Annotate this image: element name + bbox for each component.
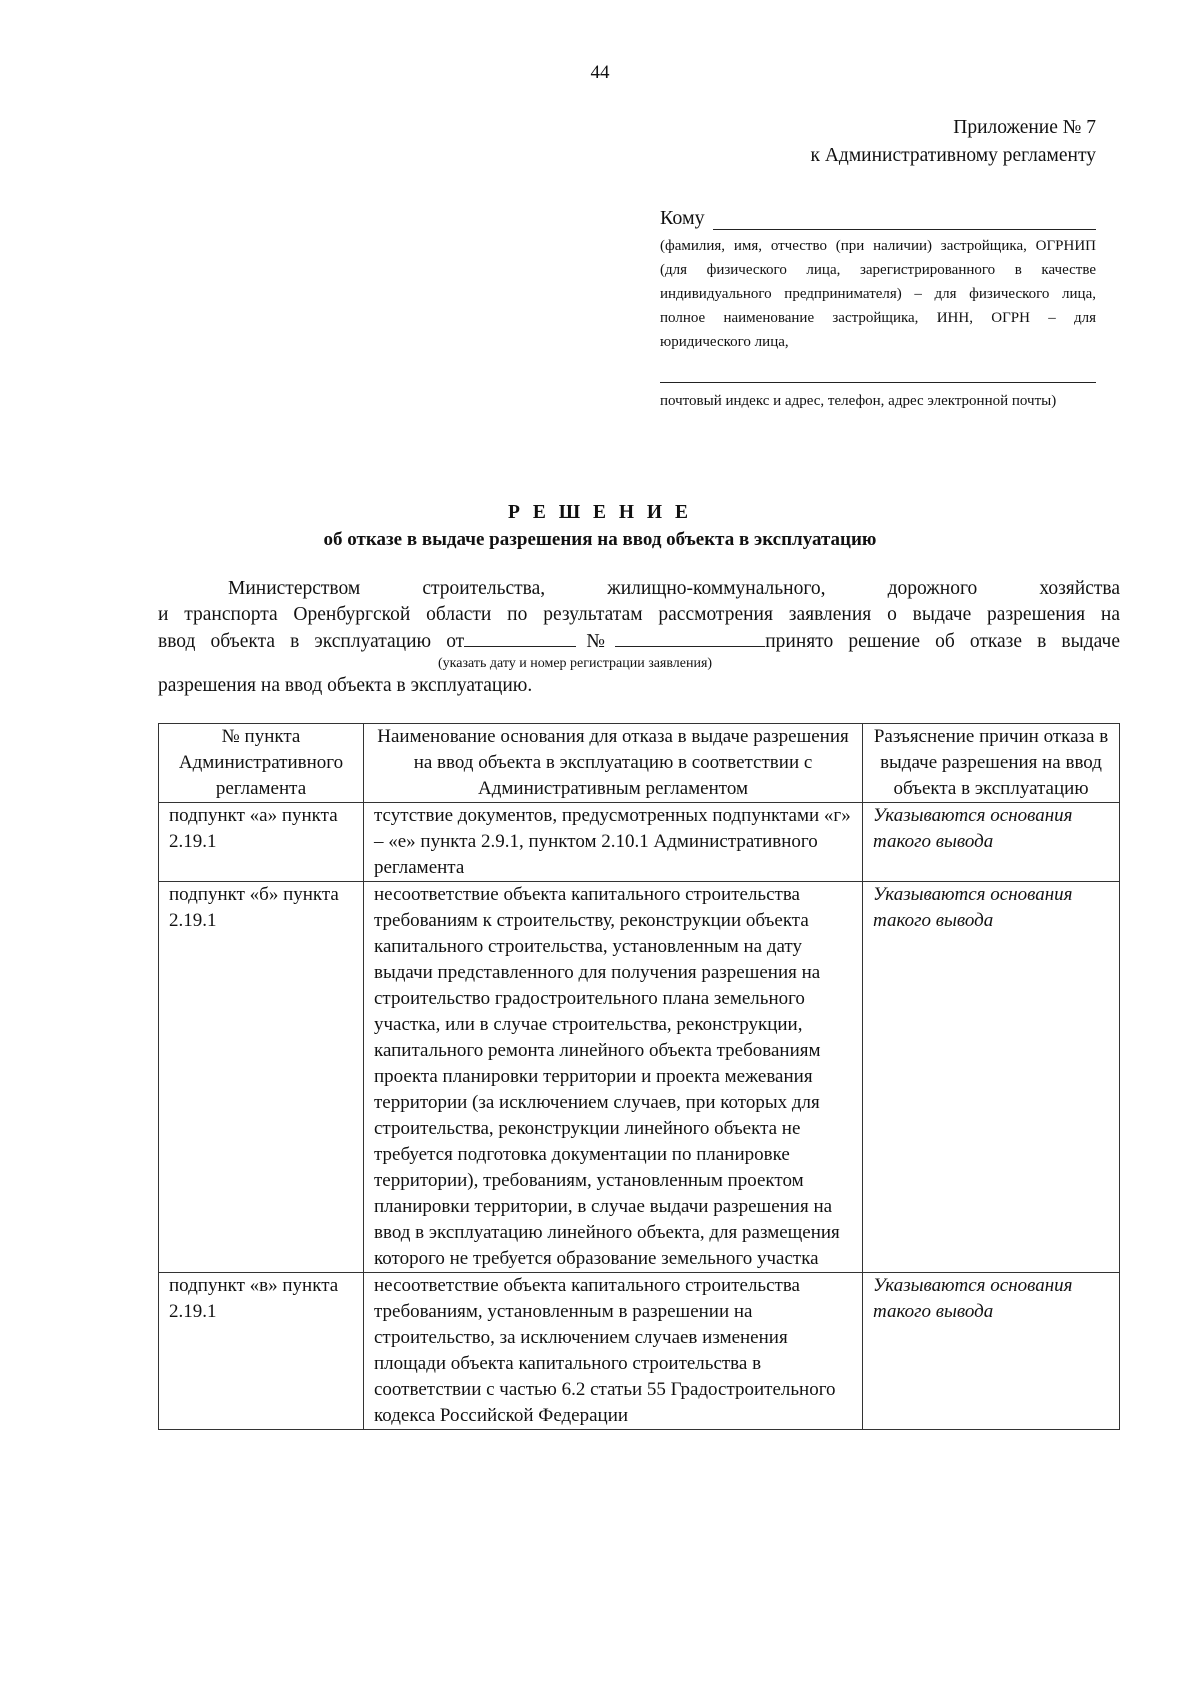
table-row [159, 882, 1120, 1273]
addressee-block [660, 202, 1096, 413]
body-line-3-end: принято решение об отказе в выдаче [765, 631, 1120, 652]
body-line-3-start: ввод объекта в эксплуатацию от [158, 631, 465, 652]
row-ground: тсутствие документов, предусмотренных подпунктами «г» – «е» пункта 2.9.1, пунктом 2.10.1 Административного регламента [364, 803, 863, 882]
appendix-number: Приложение № 7 [953, 117, 1096, 138]
row-reason: Указываются основания такого вывода [863, 882, 1120, 1273]
body-line-1: Министерством строительства, жилищно-коммунального, дорожного хозяйства [228, 578, 1120, 599]
row-ground: несоответствие объекта капитального строительства требованиям к строительству, реконструкции объекта капитального строительства, установленным на дату выдачи представленного для получения разрешения на строительство градостроительного плана земельного участка, или в случае строительства, реконструкции, капитального ремонта линейного объекта требованиям проекта планировки территории и проекта межевания территории (за исключением случаев, при которых для строительства, реконструкции линейного объекта не требуется подготовка документации по планировке территории), требованиям, установленным проектом планировки территории, в случае выдачи разрешения на ввод в эксплуатацию линейного объекта, для размещения которого не требуется образование земельного участка [364, 882, 863, 1273]
page-number: 44 [590, 62, 610, 83]
addressee-line [660, 202, 1096, 230]
body-line-2: и транспорта Оренбургской области по результатам рассмотрения заявления о выдаче разрешения на [158, 604, 1120, 625]
table-row [159, 803, 1120, 882]
addressee-blank [713, 209, 1096, 230]
row-reason: Указываются основания такого вывода [863, 803, 1120, 882]
body-line-3 [158, 628, 1120, 655]
body-line-4: разрешения на ввод объекта в эксплуатацию. [158, 675, 533, 696]
table-row [159, 1273, 1120, 1430]
decision-body [158, 576, 1120, 699]
date-number-hint: (указать дату и номер регистрации заявления) [438, 656, 713, 671]
application-number-blank [615, 628, 765, 647]
decision-title: Р Е Ш Е Н И Е [508, 502, 692, 523]
appendix-reference [810, 114, 1096, 170]
table-header-row [159, 724, 1120, 803]
header-ground-name: Наименование основания для отказа в выдаче разрешения на ввод объекта в эксплуатацию в соответствии с Административным регламентом [364, 724, 863, 803]
decision-subtitle: об отказе в выдаче разрешения на ввод объекта в эксплуатацию [323, 529, 877, 550]
refusal-grounds-table [158, 723, 1120, 1430]
addressee-label: Кому [660, 207, 705, 229]
row-item: подпункт «б» пункта 2.19.1 [159, 882, 364, 1273]
row-reason: Указываются основания такого вывода [863, 1273, 1120, 1430]
header-item-number: № пункта Административного регламента [159, 724, 364, 803]
row-ground: несоответствие объекта капитального строительства требованиям, установленным в разрешении на строительство, за исключением случаев изменения площади объекта капитального строительства в соответствии с частью 6.2 статьи 55 Градостроительного кодекса Российской Федерации [364, 1273, 863, 1430]
number-sign: № [576, 631, 616, 652]
address-hint: почтовый индекс и адрес, телефон, адрес электронной почты) [660, 393, 1057, 409]
addressee-hint: (фамилия, имя, отчество (при наличии) застройщика, ОГРНИП (для физического лица, зарегистрированного в качестве индивидуального предпринимателя) – для физического лица, полное наименование застройщика, ИНН, ОГРН – для юридического лица, [660, 238, 1096, 350]
row-item: подпункт «в» пункта 2.19.1 [159, 1273, 364, 1430]
address-blank [660, 362, 1096, 383]
row-item: подпункт «а» пункта 2.19.1 [159, 803, 364, 882]
appendix-regulation: к Административному регламенту [810, 145, 1096, 166]
application-date-blank [464, 628, 576, 647]
header-reason-explanation: Разъяснение причин отказа в выдаче разрешения на ввод объекта в эксплуатацию [863, 724, 1120, 803]
